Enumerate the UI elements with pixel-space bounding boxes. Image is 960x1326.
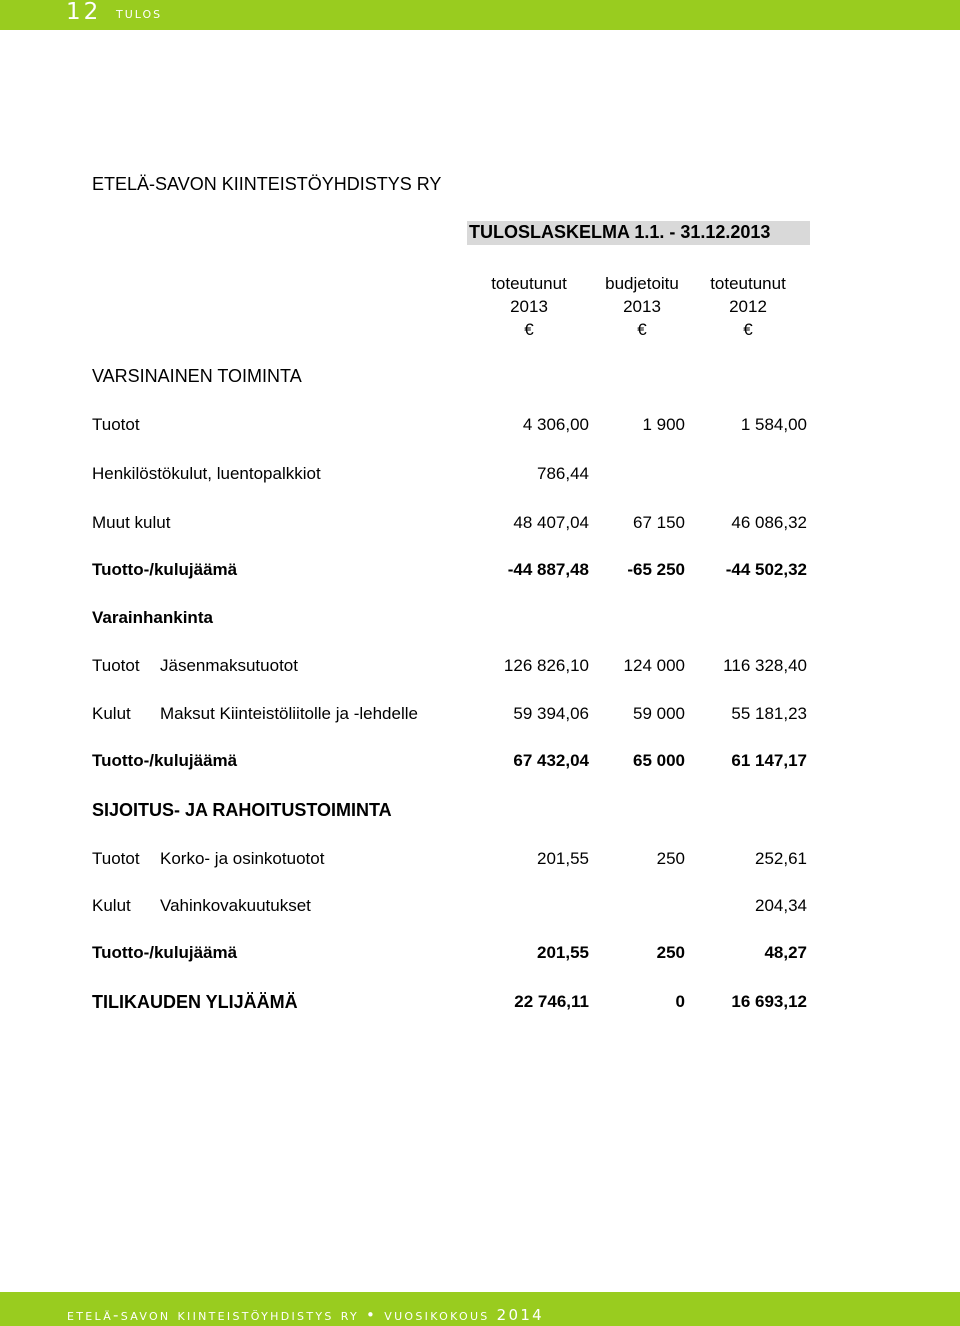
footer-bar <box>0 1292 960 1326</box>
value-actual-2013: 48 407,04 <box>513 513 589 532</box>
column-header-year: 2013 <box>510 297 548 316</box>
header-bar <box>0 0 960 30</box>
value-actual-2012: -44 502,32 <box>725 560 807 579</box>
column-header-line1: budjetoitu <box>605 274 679 293</box>
section-heading: VARSINAINEN TOIMINTA <box>92 366 302 386</box>
column-header-actual-2013 <box>474 272 584 341</box>
table-row <box>0 849 960 871</box>
table-row <box>0 656 960 678</box>
value-budget-2013: 250 <box>656 943 685 962</box>
value-actual-2012: 16 693,12 <box>731 992 807 1011</box>
value-actual-2013: 201,55 <box>537 943 589 962</box>
column-header-actual-2012 <box>693 272 803 341</box>
section-heading: Varainhankinta <box>92 608 213 627</box>
total-row <box>0 992 960 1014</box>
footer-text: etelä-savon kiinteistöyhdistys ry • vuosikokous 2014 <box>67 1306 545 1324</box>
table-row <box>0 464 960 486</box>
value-actual-2013: 59 394,06 <box>513 704 589 723</box>
value-actual-2012: 46 086,32 <box>731 513 807 532</box>
value-actual-2013: 67 432,04 <box>513 751 589 770</box>
row-label: Tuotto-/kulujäämä <box>92 943 238 962</box>
value-actual-2013: 22 746,11 <box>514 992 589 1011</box>
value-actual-2013: 4 306,00 <box>522 415 589 434</box>
row-label: Vahinkovakuutukset <box>160 896 311 915</box>
organization-name: ETELÄ-SAVON KIINTEISTÖYHDISTYS RY <box>92 174 442 194</box>
value-actual-2012: 252,61 <box>755 849 807 868</box>
row-label: TILIKAUDEN YLIJÄÄMÄ <box>92 992 298 1012</box>
row-category: Kulut <box>92 704 131 723</box>
column-header-year: 2013 <box>623 297 661 316</box>
row-category: Kulut <box>92 896 131 915</box>
euro-symbol: € <box>743 320 753 339</box>
row-label: Tuotot <box>92 415 140 434</box>
value-budget-2013: 59 000 <box>633 704 685 723</box>
section-heading: SIJOITUS- JA RAHOITUSTOIMINTA <box>92 800 392 820</box>
row-label: Jäsenmaksutuotot <box>160 656 298 675</box>
statement-title: TULOSLASKELMA 1.1. - 31.12.2013 <box>469 222 771 242</box>
value-actual-2012: 1 584,00 <box>740 415 807 434</box>
subtotal-row <box>0 943 960 965</box>
value-budget-2013: 1 900 <box>642 415 685 434</box>
column-header-year: 2012 <box>729 297 767 316</box>
section-title: tulos <box>116 3 163 22</box>
value-budget-2013: 124 000 <box>623 656 685 675</box>
value-budget-2013: -65 250 <box>627 560 685 579</box>
row-category: Tuotot <box>92 656 140 675</box>
row-label: Henkilöstökulut, luentopalkkiot <box>92 464 321 483</box>
value-actual-2012: 55 181,23 <box>731 704 807 723</box>
section-heading-operations <box>0 366 960 388</box>
column-header-line1: toteutunut <box>710 274 786 293</box>
value-budget-2013: 65 000 <box>633 751 685 770</box>
value-actual-2012: 116 328,40 <box>723 656 807 675</box>
value-budget-2013: 67 150 <box>633 513 685 532</box>
table-row <box>0 704 960 726</box>
page-number: 12 <box>66 0 102 25</box>
value-actual-2012: 48,27 <box>764 943 807 962</box>
value-actual-2013: 201,55 <box>537 849 589 868</box>
column-header-line1: toteutunut <box>491 274 567 293</box>
euro-symbol: € <box>524 320 534 339</box>
row-label: Muut kulut <box>92 513 171 532</box>
subtotal-row <box>0 560 960 582</box>
value-actual-2012: 204,34 <box>755 896 807 915</box>
value-actual-2013: -44 887,48 <box>507 560 589 579</box>
value-actual-2013: 786,44 <box>537 464 589 483</box>
section-heading-investment <box>0 800 960 822</box>
value-actual-2013: 126 826,10 <box>503 656 589 675</box>
value-budget-2013: 0 <box>675 992 685 1011</box>
value-actual-2012: 61 147,17 <box>731 751 807 770</box>
table-row <box>0 415 960 437</box>
row-label: Korko- ja osinkotuotot <box>160 849 325 868</box>
row-category: Tuotot <box>92 849 140 868</box>
euro-symbol: € <box>637 320 647 339</box>
value-budget-2013: 250 <box>656 849 685 868</box>
column-header-budget-2013 <box>587 272 697 341</box>
table-row <box>0 513 960 535</box>
row-label: Tuotto-/kulujäämä <box>92 560 238 579</box>
row-label: Tuotto-/kulujäämä <box>92 751 238 770</box>
statement-title-box <box>467 221 810 245</box>
subtotal-row <box>0 751 960 773</box>
section-heading-fundraising <box>0 608 960 630</box>
table-row <box>0 896 960 918</box>
row-label: Maksut Kiinteistöliitolle ja -lehdelle <box>160 704 418 723</box>
